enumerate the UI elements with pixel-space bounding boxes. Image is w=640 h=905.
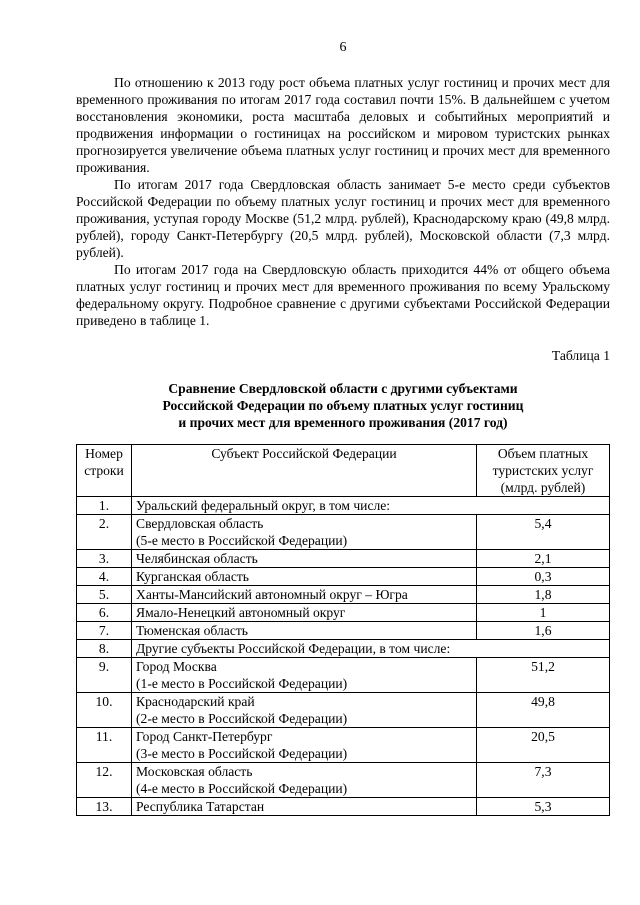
table-row <box>77 497 610 515</box>
document-page <box>76 40 610 816</box>
table-row <box>77 763 610 798</box>
subject-cell <box>132 640 610 658</box>
subject-cell <box>132 622 477 640</box>
row-number-cell: 11. <box>77 728 132 763</box>
row-number-cell: 8. <box>77 640 132 658</box>
table-row <box>77 798 610 816</box>
header-line: строки <box>84 463 124 478</box>
subject-name: Республика Татарстан <box>136 799 265 814</box>
subject-name: Ямало-Ненецкий автономный округ <box>136 605 346 620</box>
row-number-cell: 12. <box>77 763 132 798</box>
header-line: Объем платных <box>497 446 589 461</box>
value-cell: 2,1 <box>477 550 610 568</box>
subject-cell <box>132 568 477 586</box>
table-row <box>77 568 610 586</box>
subject-name: Другие субъекты Российской Федерации, в том числе: <box>136 641 451 656</box>
value-cell: 1,6 <box>477 622 610 640</box>
table-body <box>77 497 610 816</box>
row-number-cell: 5. <box>77 586 132 604</box>
row-number-cell: 2. <box>77 515 132 550</box>
subject-cell <box>132 693 477 728</box>
header-value <box>477 445 610 497</box>
paragraph: По итогам 2017 года на Свердловскую область приходится 44% от общего объема платных услуг гостиниц и прочих мест для временного проживания по всему Уральскому федеральному округу. Подробное сравнение с другими субъектами Российской Федерации приведено в таблице 1. <box>76 262 610 328</box>
value-cell: 1,8 <box>477 586 610 604</box>
subject-name: Город Санкт-Петербург <box>136 729 273 744</box>
comparison-table <box>76 444 610 816</box>
subject-name: Курганская область <box>136 569 250 584</box>
table-row <box>77 728 610 763</box>
subject-rank-note: (5-е место в Российской Федерации) <box>136 533 348 548</box>
header-line: Номер <box>85 446 123 461</box>
value-cell: 49,8 <box>477 693 610 728</box>
table-row <box>77 550 610 568</box>
subject-cell <box>132 586 477 604</box>
row-number-cell: 9. <box>77 658 132 693</box>
table-row <box>77 515 610 550</box>
table-row <box>77 622 610 640</box>
row-number-cell: 4. <box>77 568 132 586</box>
subject-cell <box>132 515 477 550</box>
subject-cell <box>132 604 477 622</box>
row-number-cell: 6. <box>77 604 132 622</box>
subject-name: Московская область <box>136 764 253 779</box>
table-row <box>77 640 610 658</box>
subject-rank-note: (4-е место в Российской Федерации) <box>136 781 348 796</box>
subject-name: Свердловская область <box>136 516 264 531</box>
table-title-line: Российской Федерации по объему платных услуг гостиниц <box>162 398 524 413</box>
table-header-row <box>77 445 610 497</box>
subject-name: Челябинская область <box>136 551 258 566</box>
row-number-cell: 1. <box>77 497 132 515</box>
value-cell: 7,3 <box>477 763 610 798</box>
value-cell: 0,3 <box>477 568 610 586</box>
value-cell: 5,3 <box>477 798 610 816</box>
subject-cell <box>132 550 477 568</box>
header-line: (млрд. рублей) <box>500 480 586 495</box>
table-row <box>77 658 610 693</box>
row-number-cell: 13. <box>77 798 132 816</box>
table-label: Таблица 1 <box>551 348 610 363</box>
row-number-cell: 3. <box>77 550 132 568</box>
subject-name: Ханты-Мансийский автономный округ – Югра <box>136 587 408 602</box>
subject-name: Город Москва <box>136 659 217 674</box>
subject-cell <box>132 497 610 515</box>
value-cell: 51,2 <box>477 658 610 693</box>
paragraph: По итогам 2017 года Свердловская область занимает 5-е место среди субъектов Российской Федерации по объему платных услуг гостиниц и прочих мест для временного проживания, уступая городу Москве (51,2 млрд. рублей), Краснодарскому краю (49,8 млрд. рублей), городу Санкт-Петербургу (20,5 млрд. рублей), Московской области (7,3 млрд. рублей). <box>76 177 610 260</box>
header-subject: Субъект Российской Федерации <box>132 445 477 497</box>
paragraph: По отношению к 2013 году рост объема платных услуг гостиниц и прочих мест для временного проживания по итогам 2017 года составил почти 15%. В дальнейшем с учетом восстановления экономики, роста масштаба деловых и событийных мероприятий и продвижения информации о гостиницах на российском и мировом туристских рынках прогнозируется увеличение объема платных услуг гостиниц и прочих мест для временного проживания. <box>76 75 610 175</box>
table-title-line: Сравнение Свердловской области с другими субъектами <box>168 381 518 396</box>
value-cell: 5,4 <box>477 515 610 550</box>
table-row <box>77 693 610 728</box>
table-title <box>76 380 610 431</box>
row-number-cell: 10. <box>77 693 132 728</box>
subject-name: Уральский федеральный округ, в том числе: <box>136 498 391 513</box>
table-row <box>77 586 610 604</box>
page-number: 6 <box>339 40 347 55</box>
table-row <box>77 604 610 622</box>
subject-name: Краснодарский край <box>136 694 255 709</box>
subject-cell <box>132 728 477 763</box>
subject-name: Тюменская область <box>136 623 248 638</box>
table-title-line: и прочих мест для временного проживания (2017 год) <box>178 415 508 430</box>
subject-rank-note: (1-е место в Российской Федерации) <box>136 676 348 691</box>
subject-cell <box>132 763 477 798</box>
value-cell: 20,5 <box>477 728 610 763</box>
value-cell: 1 <box>477 604 610 622</box>
subject-rank-note: (3-е место в Российской Федерации) <box>136 746 348 761</box>
row-number-cell: 7. <box>77 622 132 640</box>
subject-rank-note: (2-е место в Российской Федерации) <box>136 711 348 726</box>
header-line: туристских услуг <box>492 463 594 478</box>
subject-cell <box>132 658 477 693</box>
subject-cell <box>132 798 477 816</box>
header-row-number <box>77 445 132 497</box>
